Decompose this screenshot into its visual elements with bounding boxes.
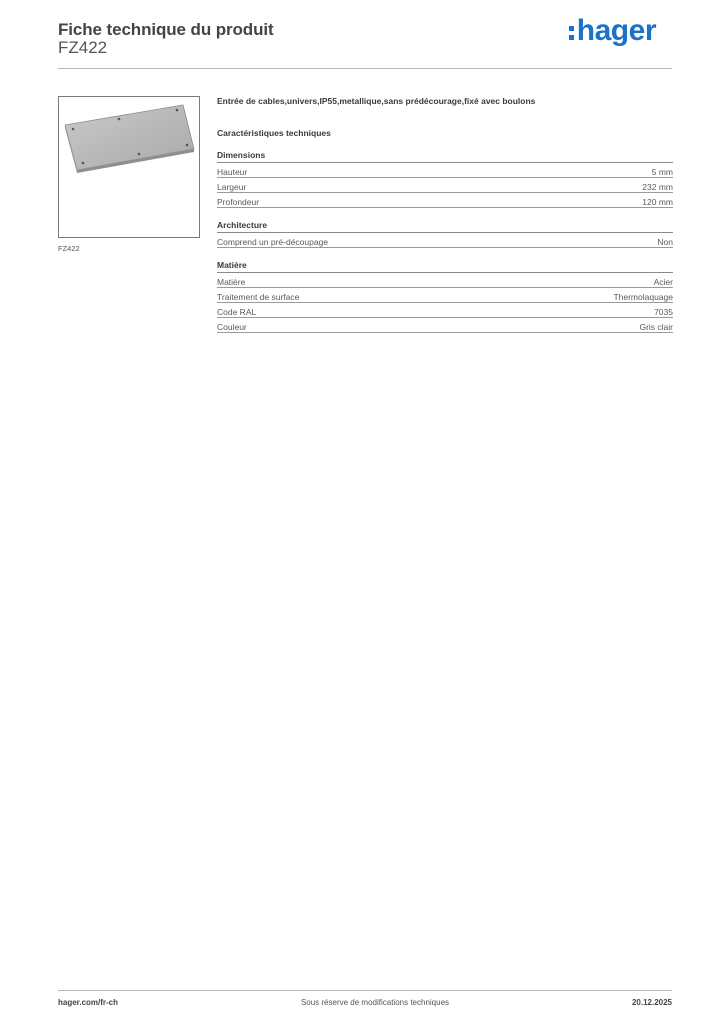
spec-row [217, 318, 673, 333]
footer-divider [58, 990, 672, 991]
spec-value: 232 mm [642, 182, 673, 192]
spec-row [217, 233, 673, 248]
product-reference: FZ422 [58, 38, 108, 57]
page-title: Fiche technique du produit [58, 20, 274, 39]
footer-website-link[interactable]: hager.com/fr-ch [58, 998, 119, 1007]
spec-value: 5 mm [651, 167, 673, 177]
spec-value: 120 mm [642, 197, 673, 207]
spec-label: Hauteur [217, 167, 248, 177]
hager-logo [569, 14, 656, 48]
spec-label: Largeur [217, 182, 247, 192]
spec-value: Gris clair [639, 322, 673, 332]
product-image [58, 96, 200, 238]
spec-value: Thermolaquage [613, 292, 673, 302]
spec-value: Acier [653, 277, 673, 287]
spec-label: Traitement de surface [217, 292, 300, 302]
footer-date: 20.12.2025 [631, 998, 672, 1007]
mounting-plate-icon [59, 97, 199, 237]
spec-row [217, 273, 673, 288]
spec-row [217, 303, 673, 318]
page-footer [58, 998, 672, 1007]
spec-label: Code RAL [217, 307, 257, 317]
specs-heading: Caractéristiques techniques [217, 128, 331, 138]
spec-content [217, 96, 673, 333]
product-description: Entrée de cables,univers,IP55,metallique,sans prédécourage,fixé avec boulons [217, 96, 536, 106]
footer-notice: Sous réserve de modifications techniques [300, 998, 450, 1007]
spec-label: Couleur [217, 322, 247, 332]
spec-label: Profondeur [217, 197, 260, 207]
group-heading-dimensions: Dimensions [217, 150, 673, 163]
spec-row [217, 178, 673, 193]
group-heading-material: Matière [217, 260, 673, 273]
spec-label: Matière [217, 277, 246, 287]
image-caption: FZ422 [58, 244, 80, 253]
spec-row [217, 193, 673, 208]
spec-row [217, 288, 673, 303]
logo-colon-icon [569, 26, 574, 40]
header-divider [58, 68, 672, 69]
group-heading-architecture: Architecture [217, 220, 673, 233]
spec-label: Comprend un pré-découpage [217, 237, 329, 247]
spec-value: Non [657, 237, 673, 247]
logo-text: hager [576, 14, 656, 47]
spec-value: 7035 [654, 307, 673, 317]
spec-row [217, 163, 673, 178]
